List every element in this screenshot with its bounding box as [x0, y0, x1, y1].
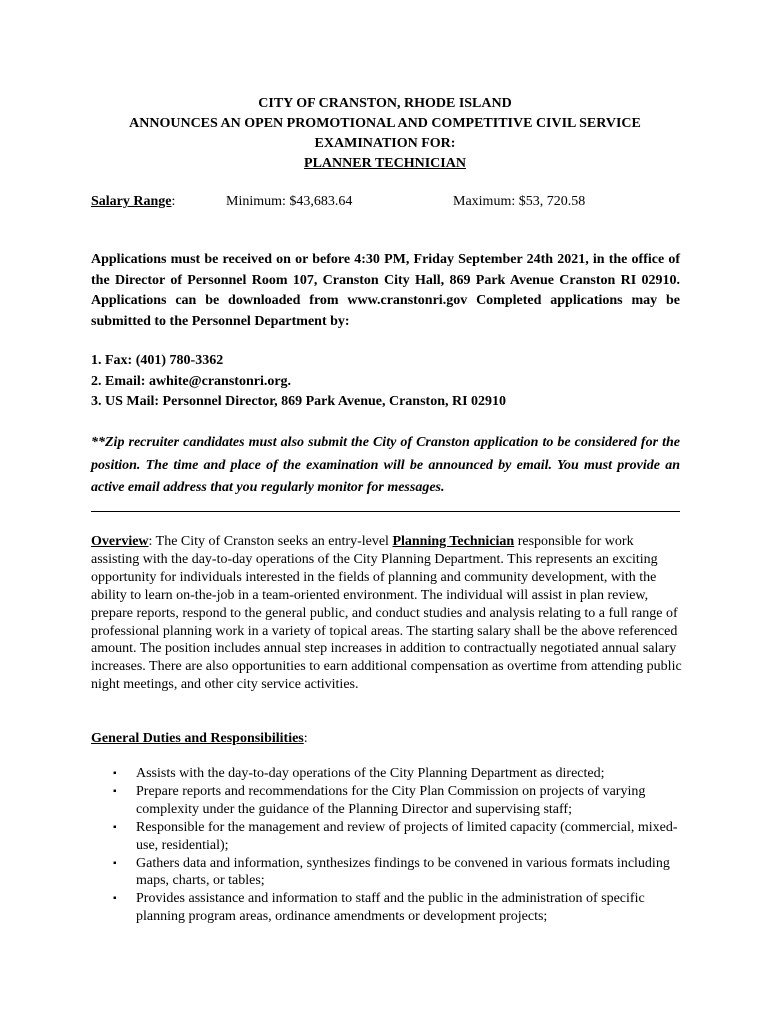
submit-email: 2. Email: awhite@cranstonri.org. — [91, 373, 292, 389]
bullet-icon: ▪ — [113, 857, 117, 869]
overview-text-before: : The City of Cranston seeks an entry-level — [148, 534, 393, 549]
duties-heading — [91, 730, 308, 748]
duty-text: Responsible for the management and review of projects of limited capacity (commercial, mixed-use, residential); — [136, 819, 678, 853]
duty-text: Assists with the day-to-day operations of the City Planning Department as directed; — [136, 766, 605, 781]
divider — [91, 511, 680, 512]
position-title: PLANNER TECHNICIAN — [304, 156, 466, 171]
salary-maximum: Maximum: $53, 720.58 — [453, 194, 586, 209]
duty-text: Prepare reports and recommendations for the City Plan Commission on projects of varying complexity under the guidance of the Planning Director and supervising staff; — [136, 783, 646, 817]
list-item — [91, 890, 691, 926]
bullet-icon: ▪ — [113, 893, 117, 905]
list-item — [91, 819, 691, 855]
list-item — [91, 765, 691, 783]
overview-label: Overview — [91, 534, 149, 549]
submit-mail: 3. US Mail: Personnel Director, 869 Park Avenue, Cranston, RI 02910 — [91, 394, 507, 409]
overview-section — [91, 533, 683, 694]
salary-minimum: Minimum: $43,683.64 — [226, 194, 353, 209]
list-item — [91, 855, 691, 891]
duty-text: Provides assistance and information to staff and the public in the administration of specific planning program areas, ordinance amendments or development projects; — [136, 891, 645, 925]
bullet-icon: ▪ — [113, 821, 117, 833]
announcement-header — [0, 94, 770, 174]
submit-fax: 1. Fax: (401) 780-3362 — [91, 353, 224, 368]
header-city: CITY OF CRANSTON, RHODE ISLAND — [258, 96, 512, 111]
salary-range-label — [91, 192, 175, 212]
duties-heading-colon: : — [303, 731, 308, 746]
header-announcement: ANNOUNCES AN OPEN PROMOTIONAL AND COMPETITIVE CIVIL SERVICE — [129, 116, 641, 131]
duties-heading-text: General Duties and Responsibilities — [91, 731, 304, 746]
salary-label-text: Salary Range — [91, 194, 172, 209]
duties-list — [91, 765, 691, 926]
submission-methods — [91, 351, 681, 413]
duty-text: Gathers data and information, synthesizes findings to be convened in various formats including maps, charts, or tables; — [136, 855, 670, 889]
list-item — [91, 783, 691, 819]
application-instructions — [91, 250, 680, 332]
application-text: Applications must be received on or before 4:30 PM, Friday September 24th 2021, in the office of the Director of Personnel Room 107, Cranston City Hall, 869 Park Avenue Cranston RI 02910. Applications can be downloaded from www.cranstonri.gov Completed applications may be submitted to the Personnel Department by: — [91, 252, 680, 329]
overview-position-highlight: Planning Technician — [392, 534, 515, 549]
salary-label-colon: : — [171, 194, 176, 209]
bullet-icon: ▪ — [113, 785, 117, 797]
zip-recruiter-note: **Zip recruiter candidates must also submit the City of Cranston application to be considered for the position. The time and place of the examination will be announced by email. You must provide an active email address that you regularly monitor for messages. — [91, 435, 680, 495]
bullet-icon: ▪ — [113, 768, 117, 779]
overview-text-after: responsible for work assisting with the day-to-day operations of the City Planning Department. This represents an exciting opportunity for individuals interested in the fields of planning and community development, with the ability to learn on-the-job in a team-oriented environment. The individual will assist in plan review, prepare reports, respond to the general public, and conduct studies and analysis relating to a full range of professional planning work in a variety of topical areas. The starting salary shall be the above referenced amount. The position includes annual step increases in addition to contractually negotiated annual salary increases. There are also opportunities to earn additional compensation as overtime from attending public night meetings, and other city service activities. — [91, 534, 682, 693]
header-examination: EXAMINATION FOR: — [314, 136, 456, 151]
